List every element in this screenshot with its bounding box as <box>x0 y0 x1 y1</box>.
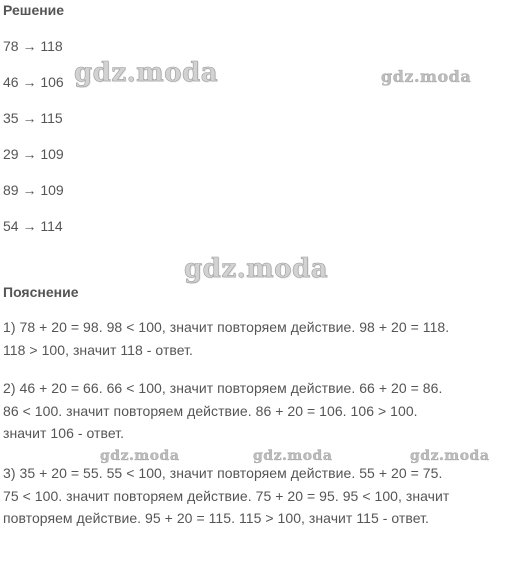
watermark: gdz.moda <box>381 67 472 86</box>
watermark: gdz.moda <box>410 448 490 464</box>
explanation-paragraph-1 <box>3 316 513 361</box>
explanation-heading: Пояснение <box>3 284 79 300</box>
answer-line-2: 46 → 106 <box>3 74 64 90</box>
answer-line-3: 35 → 115 <box>3 110 63 126</box>
explanation-line: повторяем действие. 95 + 20 = 115. 115 > 100, значит 115 - ответ. <box>3 510 429 526</box>
watermark: gdz.moda <box>253 448 333 464</box>
explanation-paragraph-3 <box>3 462 513 530</box>
explanation-line: 2) 46 + 20 = 66. 66 < 100, значит повторяем действие. 66 + 20 = 86. <box>3 380 443 396</box>
watermark: gdz.moda <box>74 58 219 88</box>
solution-heading: Решение <box>3 2 65 18</box>
answer-line-1: 78 → 118 <box>3 38 63 54</box>
answer-line-6: 54 → 114 <box>3 218 63 234</box>
explanation-line: 3) 35 + 20 = 55. 55 < 100, значит повторяем действие. 55 + 20 = 75. <box>3 465 443 481</box>
answer-line-4: 29 → 109 <box>3 146 64 162</box>
watermark: gdz.moda <box>184 254 329 284</box>
watermark: gdz.moda <box>100 448 180 464</box>
answer-line-5: 89 → 109 <box>3 182 64 198</box>
explanation-line: значит 106 - ответ. <box>3 425 125 441</box>
explanation-line: 75 < 100. значит повторяем действие. 75 + 20 = 95. 95 < 100, значит <box>3 487 450 504</box>
explanation-line: 1) 78 + 20 = 98. 98 < 100, значит повторяем действие. 98 + 20 = 118. <box>3 319 450 335</box>
explanation-line: 118 > 100, значит 118 - ответ. <box>3 341 193 358</box>
explanation-paragraph-2 <box>3 377 513 445</box>
explanation-line: 86 < 100. значит повторяем действие. 86 + 20 = 106. 106 > 100. <box>3 402 418 419</box>
